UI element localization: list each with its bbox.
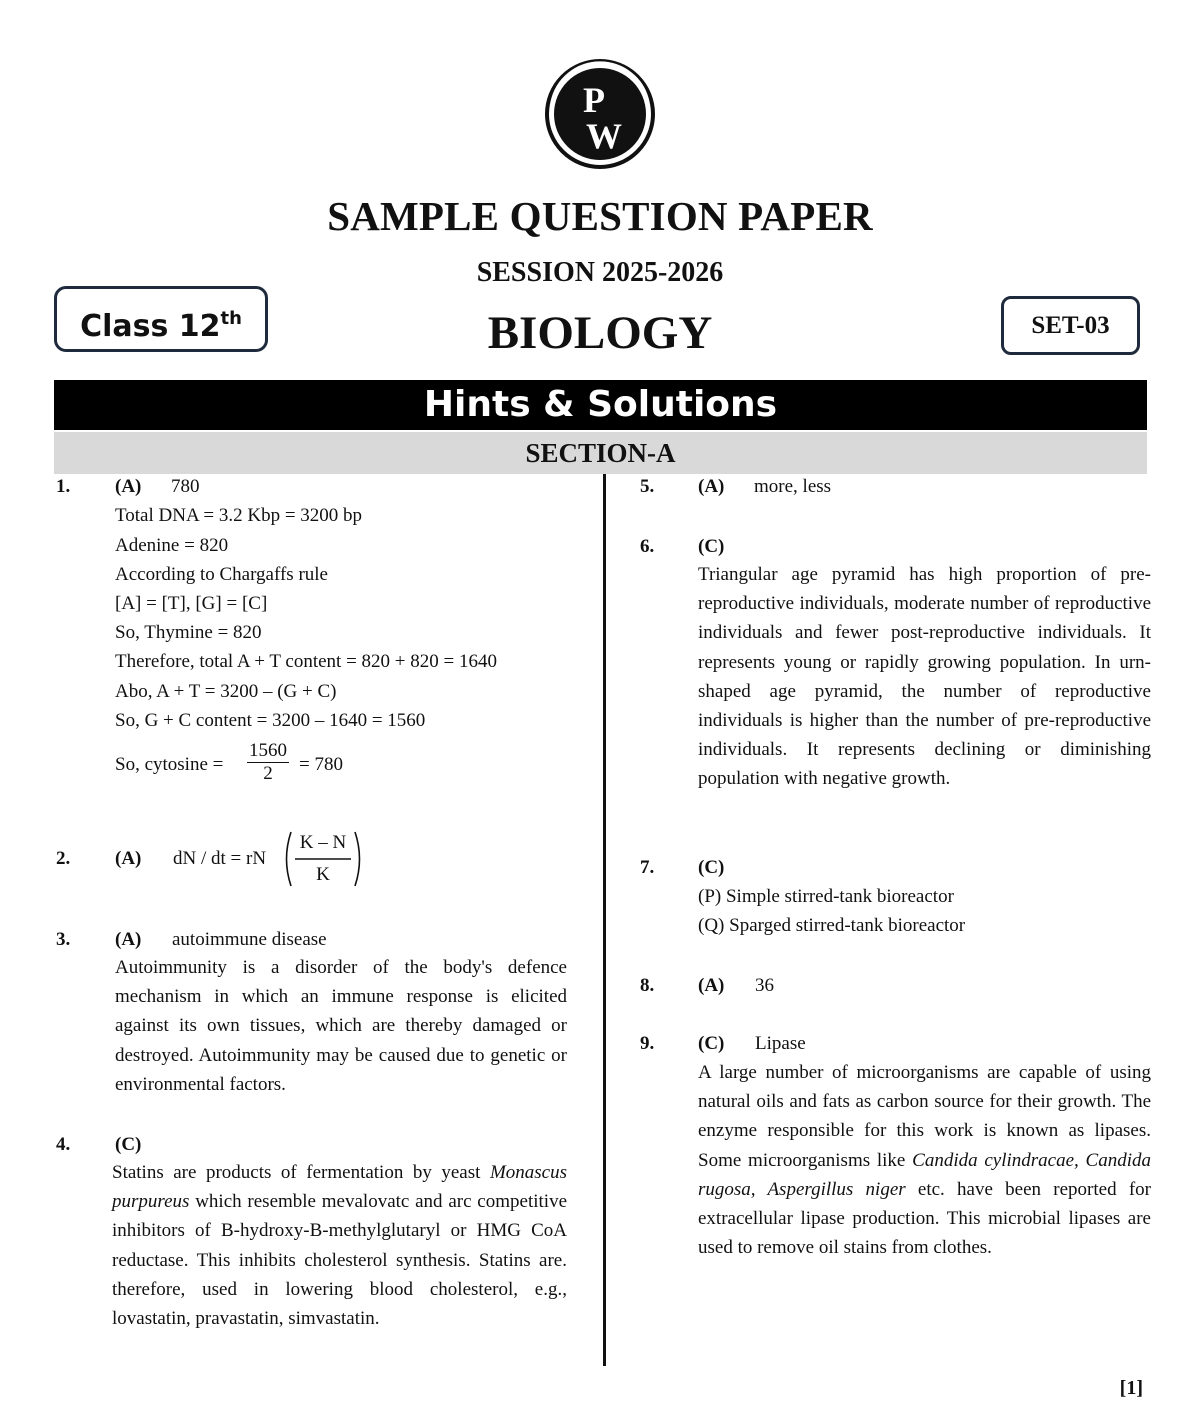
solution-text: A large number of microorganisms are capable of using natural oils and fats as carbon source for their growth. The enzyme responsible for this work is known as lipases. Some microorganisms like: [698, 1062, 1151, 1171]
answer-value: 780: [171, 476, 200, 497]
solution-paragraph: [112, 1158, 567, 1333]
answer-value: Lipase: [755, 1033, 806, 1054]
subject-title: BIOLOGY: [487, 307, 713, 359]
solution-paragraph: [698, 1058, 1151, 1262]
solution-line: (Q) Sparged stirred-tank bioreactor: [698, 915, 966, 936]
answer-option: (A): [698, 975, 725, 996]
cytosine-fraction: [247, 740, 289, 785]
class-suffix: th: [220, 308, 242, 329]
question-number: 5.: [640, 476, 655, 497]
answer-option: (A): [115, 929, 142, 950]
solution-line: Therefore, total A + T content = 820 + 820 = 1640: [115, 651, 497, 672]
fraction-denominator: 2: [263, 763, 273, 784]
equation-denominator: K: [316, 864, 330, 885]
solution-line: Total DNA = 3.2 Kbp = 3200 bp: [115, 505, 363, 526]
equation-numerator: K – N: [299, 832, 347, 853]
answer-option: (C): [698, 536, 725, 557]
question-number: 4.: [56, 1134, 71, 1155]
question-number: 3.: [56, 929, 71, 950]
solution-line: Adenine = 820: [115, 535, 229, 556]
fraction-numerator: 1560: [249, 740, 287, 761]
question-number: 1.: [56, 476, 71, 497]
set-badge: SET-03: [1001, 296, 1140, 355]
answer-option: (C): [115, 1134, 142, 1155]
solution-text: which resemble mevalovatc and arc competitive inhibitors of B-hydroxy-B-methylglutaryl or HMG CoA reductase. This inhibits cholesterol synthesis. Statins are. therefore, used in lowering blood cholesterol, e.g., lovastatin, pravastatin, simvastatin.: [112, 1191, 567, 1330]
answer-value: autoimmune disease: [172, 929, 327, 950]
question-number: 7.: [640, 857, 655, 878]
species-names: Candida cylindracae, Candida rugosa, Aspergillus niger: [698, 1149, 1151, 1200]
question-number: 8.: [640, 975, 655, 996]
pw-logo: [544, 58, 656, 170]
cytosine-result: = 780: [299, 754, 343, 775]
answer-option: (A): [115, 848, 142, 869]
solution-paragraph: Triangular age pyramid has high proportion of pre-reproductive individuals, moderate number of reproductive individuals and fewer post-reproductive individuals. It represents young or rapidly growing population. In urn-shaped age pyramid, the number of reproductive individuals is higher than the number of pre-reproductive individuals. It represents declining or diminishing population with negative growth.: [698, 564, 1151, 790]
solution-line: So, Thymine = 820: [115, 622, 262, 643]
solution-line: According to Chargaffs rule: [115, 564, 328, 585]
question-number: 2.: [56, 848, 71, 869]
equation-prefix: dN / dt = rN: [173, 848, 267, 869]
answer-option: (A): [115, 476, 142, 497]
svg-text:P: P: [583, 80, 605, 120]
session-label: SESSION 2025-2026: [476, 257, 724, 288]
question-number: 6.: [640, 536, 655, 557]
answer-value: more, less: [754, 476, 832, 497]
paper-title: SAMPLE QUESTION PAPER: [327, 193, 873, 239]
class-label: Class 12: [80, 309, 221, 344]
solution-paragraph: Autoimmunity is a disorder of the body's defence mechanism in which an immune response is elicited against its own tissues, which are thereby damaged or destroyed. Autoimmunity may be caused due to genetic or environmental factors.: [115, 957, 567, 1095]
class-badge: [54, 286, 268, 352]
solution-line: So, G + C content = 3200 – 1640 = 1560: [115, 710, 426, 731]
question-number: 9.: [640, 1033, 655, 1054]
solution-text: Statins are products of fermentation by yeast: [112, 1162, 481, 1183]
cytosine-prefix: So, cytosine =: [115, 754, 224, 775]
svg-text:W: W: [586, 116, 622, 156]
species-name: Monascus purpureus: [112, 1162, 568, 1213]
answer-value: 36: [755, 975, 774, 996]
solution-line: (P) Simple stirred-tank bioreactor: [698, 886, 954, 907]
solution-text: etc. have been reported for extracellular lipase production. This microbial lipases are used to remove oil stains from clothes.: [698, 1178, 1151, 1259]
answer-option: (A): [698, 476, 725, 497]
section-heading: SECTION-A: [54, 432, 1147, 474]
column-divider: [603, 474, 606, 1366]
answer-option: (C): [698, 1033, 725, 1054]
page-number: [1]: [1119, 1377, 1143, 1399]
hints-solutions-banner: Hints & Solutions: [54, 380, 1147, 430]
solution-line: Abo, A + T = 3200 – (G + C): [115, 681, 337, 702]
answer-option: (C): [698, 857, 725, 878]
solution-line: [A] = [T], [G] = [C]: [115, 593, 268, 614]
